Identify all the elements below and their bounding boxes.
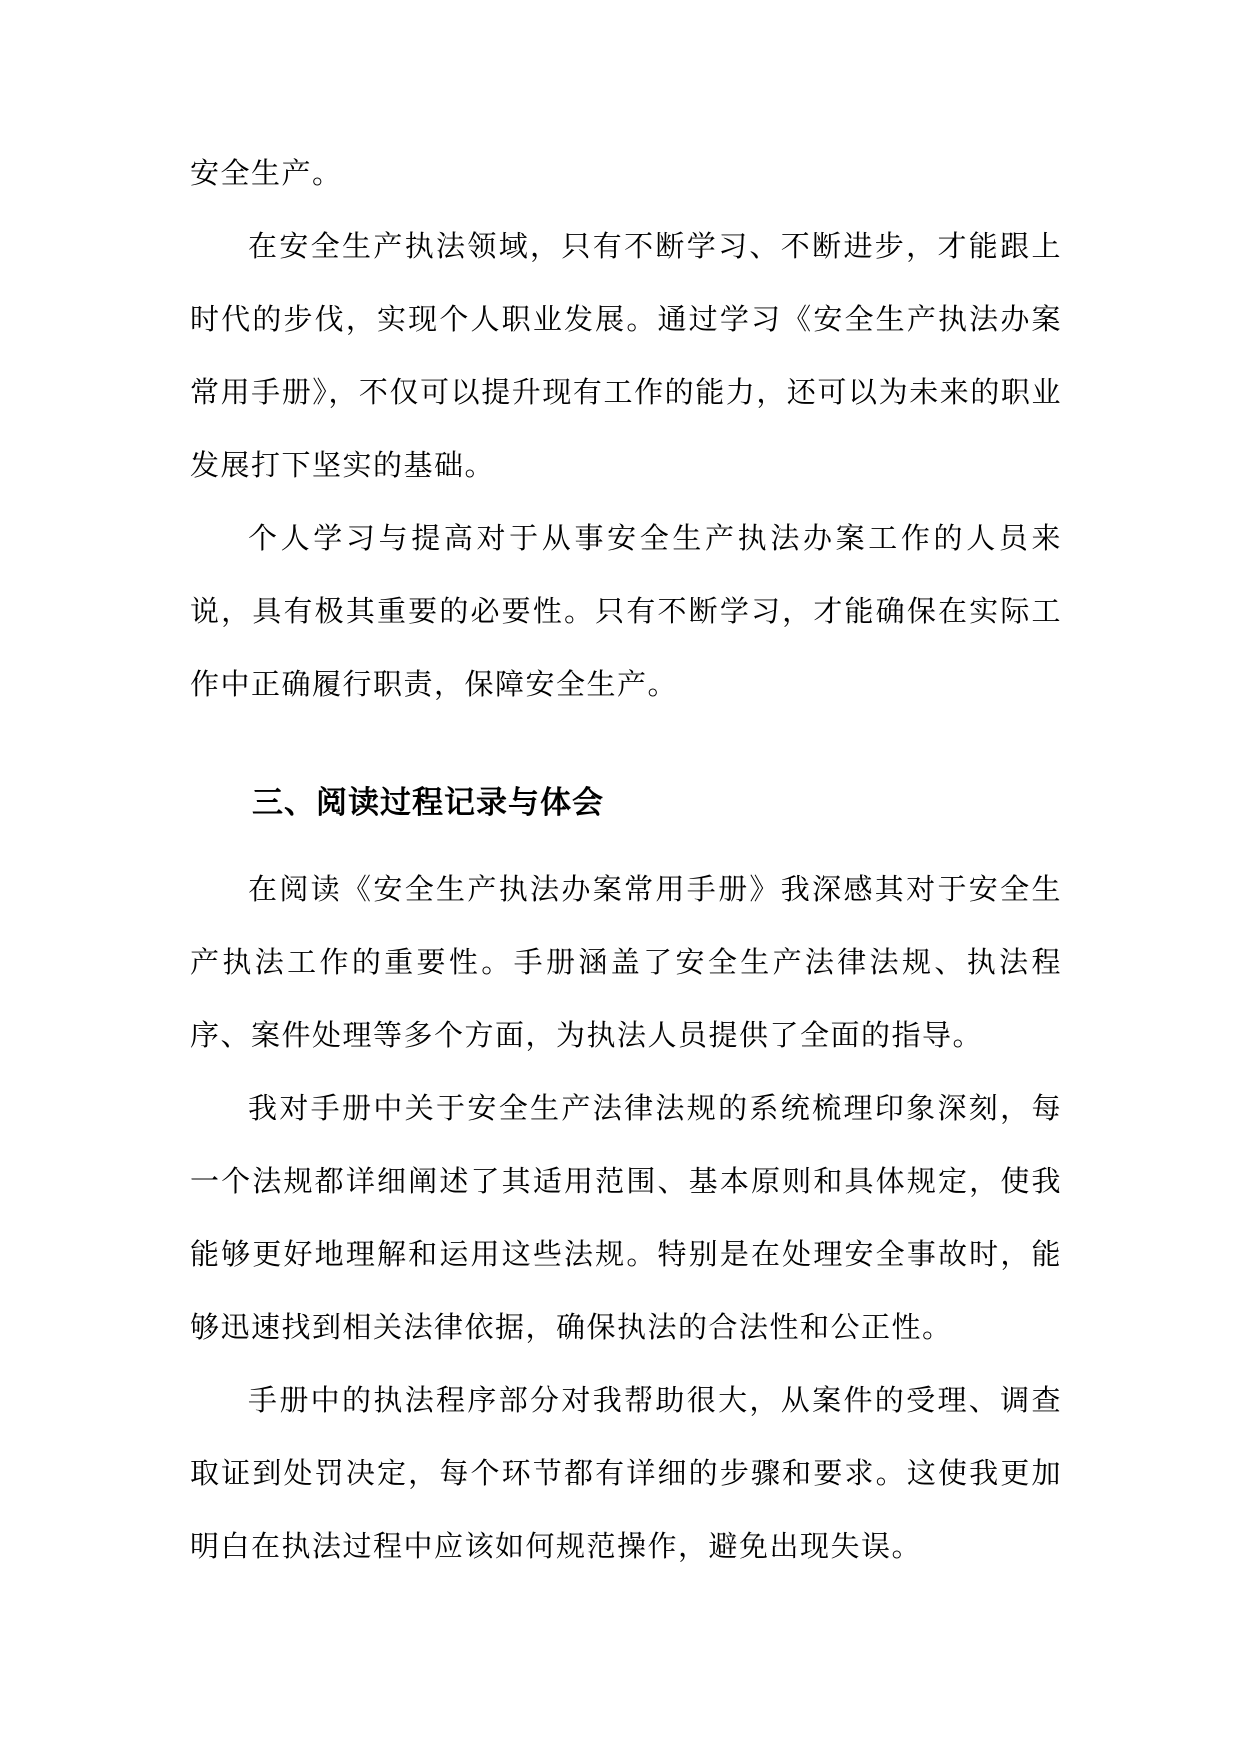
paragraph-reading-impression: 在阅读《安全生产执法办案常用手册》我深感其对于安全生产执法工作的重要性。手册涵盖了安全生产法律法规、执法程序、案件处理等多个方面，为执法人员提供了全面的指导。 bbox=[190, 872, 1062, 1052]
paragraph-career-development: 在安全生产执法领域，只有不断学习、不断进步，才能跟上时代的步伐，实现个人职业发展。通过学习《安全生产执法办案常用手册》，不仅可以提升现有工作的能力，还可以为未来的职业发展打下坚实的基础。 bbox=[190, 229, 1062, 482]
section-heading: 三、阅读过程记录与体会 bbox=[252, 785, 604, 821]
paragraph-laws-regulations: 我对手册中关于安全生产法律法规的系统梳理印象深刻，每一个法规都详细阐述了其适用范围、基本原则和具体规定，使我能够更好地理解和运用这些法规。特别是在处理安全事故时，能够迅速找到相关法律依据，确保执法的合法性和公正性。 bbox=[190, 1091, 1062, 1344]
paragraph-learning-necessity: 个人学习与提高对于从事安全生产执法办案工作的人员来说，具有极其重要的必要性。只有不断学习，才能确保在实际工作中正确履行职责，保障安全生产。 bbox=[190, 521, 1062, 701]
paragraph-continuation: 安全生产。 bbox=[190, 156, 343, 190]
paragraph-enforcement-procedure: 手册中的执法程序部分对我帮助很大，从案件的受理、调查取证到处罚决定，每个环节都有详细的步骤和要求。这使我更加明白在执法过程中应该如何规范操作，避免出现失误。 bbox=[190, 1383, 1062, 1563]
